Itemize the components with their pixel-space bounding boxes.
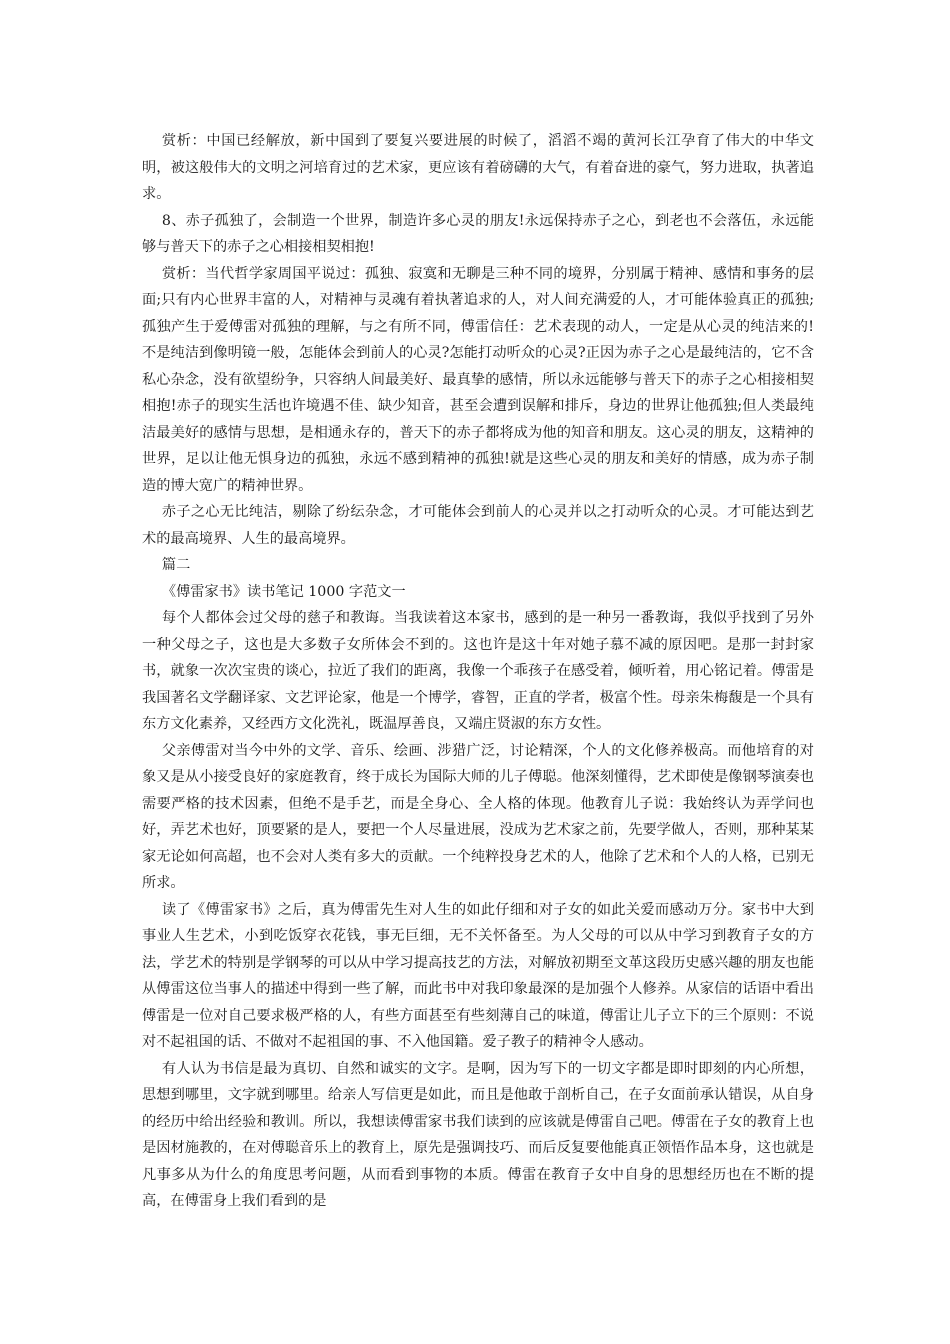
paragraph-appreciation-2: 赏析：当代哲学家周国平说过：孤独、寂寞和无聊是三种不同的境界，分别属于精神、感情和事务的层面;只有内心世界丰富的人，对精神与灵魂有着执著追求的人，对人间充满爱的人，才可能体验真正的孤独;孤独产生于爱傅雷对孤独的理解，与之有所不同，傅雷信任：艺术表现的动人，一定是从心灵的纯洁来的!不是纯洁到像明镜一般，怎能体会到前人的心灵?怎能打动听众的心灵?正因为赤子之心是最纯洁的，它不含私心杂念，没有欲望纷争，只容纳人间最美好、最真挚的感情，所以永远能够与普天下的赤子之心相接相契相抱!赤子的现实生活也许境遇不佳、缺少知音，甚至会遭到误解和排斥，身边的世界让他孤独;但人类最纯洁最美好的感情与思想，是相通永存的，普天下的赤子都将成为他的知音和朋友。这心灵的朋友，这精神的世界，足以让他无惧身边的孤独，永远不感到精神的孤独!就是这些心灵的朋友和美好的情感，成为赤子制造的博大宽广的精神世界。 [142,265,814,494]
paragraph-body-2: 父亲傅雷对当今中外的文学、音乐、绘画、涉猎广泛，讨论精深，个人的文化修养极高。而他培育的对象又是从小接受良好的家庭教育，终于成长为国际大师的儿子傅聪。他深刻懂得，艺术即使是像钢琴演奏也需要严格的技术因素，但绝不是手艺，而是全身心、全人格的体现。他教育儿子说：我始终认为弄学问也好，弄艺术也好，顶要紧的是人，要把一个人尽量进展，没成为艺术家之前，先要学做人，否则，那种某某家无论如何高超，也不会对人类有多大的贡献。一个纯粹投身艺术的人，他除了艺术和个人的人格，已别无所求。 [142,742,814,891]
paragraph-body-1: 每个人都体会过父母的慈子和教诲。当我读着这本家书，感到的是一种另一番教诲，我似乎找到了另外一种父母之子，这也是大多数子女所体会不到的。这也许是这十年对她子慕不减的原因吧。是那一封封家书，就象一次次宝贵的谈心，拉近了我们的距离，我像一个乖孩子在感受着，倾听着，用心铭记着。傅雷是我国著名文学翻译家、文艺评论家，他是一个博学，睿智，正直的学者，极富个性。母亲朱梅馥是一个具有东方文化素养，又经西方文化洗礼，既温厚善良，又端庄贤淑的东方女性。 [142,610,814,732]
paragraph-quote-8: 8、赤子孤独了，会制造一个世界，制造许多心灵的朋友!永远保持赤子之心，到老也不会落伍，永远能够与普天下的赤子之心相接相契相抱! [142,212,814,255]
paragraph-appreciation-1: 赏析：中国已经解放，新中国到了要复兴要进展的时候了，滔滔不竭的黄河长江孕育了伟大的中华文明，被这般伟大的文明之河培育过的艺术家，更应该有着磅礴的大气，有着奋进的豪气，努力进取，执著追求。 [142,133,814,202]
paragraph-body-3: 读了《傅雷家书》之后，真为傅雷先生对人生的如此仔细和对子女的如此关爱而感动万分。家书中大到事业人生艺术，小到吃饭穿衣花钱，事无巨细，无不关怀备至。为人父母的可以从中学习到教育子女的方法，学艺术的特别是学钢琴的可以从中学习提高技艺的方法，对解放初期至文革这段历史感兴趣的朋友也能从傅雷这位当事人的描述中得到一些了解，而此书中对我印象最深的是加强个人修养。从家信的话语中看出傅雷是一位对自己要求极严格的人，有些方面甚至有些刻薄自己的味道，傅雷让儿子立下的三个原则：不说对不起祖国的话、不做对不起祖国的事、不入他国籍。爱子教子的精神令人感动。 [142,901,814,1050]
document-body [142,128,814,1215]
paragraph-body-4: 有人认为书信是最为真切、自然和诚实的文字。是啊，因为写下的一切文字都是即时即刻的内心所想，思想到哪里，文字就到哪里。给亲人写信更是如此，而且是他敢于剖析自己，在子女面前承认错误，从自身的经历中给出经验和教训。所以，我想读傅雷家书我们读到的应该就是傅雷自己吧。傅雷在子女的教育上也是因材施教的，在对傅聪音乐上的教育上，原先是强调技巧、而后反复要他能真正领悟作品本身，这也就是凡事多从为什么的角度思考问题，从而看到事物的本质。傅雷在教育子女中自身的思想经历也在不断的提高，在傅雷身上我们看到的是 [142,1060,814,1209]
section-heading: 篇二 [161,557,191,573]
article-title: 《傅雷家书》读书笔记 1000 字范文一 [161,583,406,600]
paragraph-conclusion: 赤子之心无比纯洁，剔除了纷纭杂念，才可能体会到前人的心灵并以之打动听众的心灵。才可能达到艺术的最高境界、人生的最高境界。 [142,504,814,547]
